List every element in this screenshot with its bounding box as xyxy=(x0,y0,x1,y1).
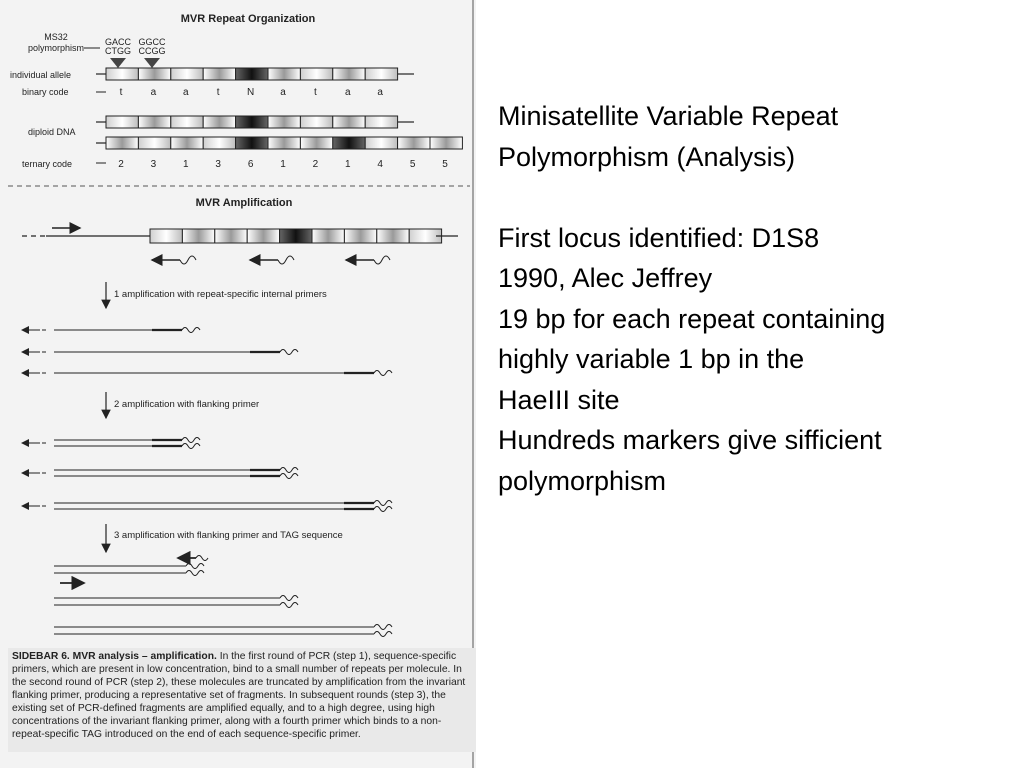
diploid-allele-2 xyxy=(106,137,462,149)
repeat-unit xyxy=(268,68,300,80)
internal-primer-arrows xyxy=(152,256,390,264)
ternary-code-value: 1 xyxy=(183,159,189,170)
repeat-unit xyxy=(171,68,203,80)
repeat-unit xyxy=(106,68,138,80)
note-line-polymorphism: polymorphism xyxy=(498,465,667,496)
ternary-code-value: 4 xyxy=(377,159,383,170)
site1-marker-icon xyxy=(110,58,126,68)
ternary-code-value: 6 xyxy=(247,159,254,170)
repeat-unit xyxy=(365,116,397,128)
repeat-unit xyxy=(106,116,138,128)
slide-notes xyxy=(498,96,1008,501)
slide-title-line1: Minisatellite Variable Repeat xyxy=(498,101,839,131)
repeat-unit xyxy=(300,137,332,149)
ternary-code-label: ternary code xyxy=(22,159,73,169)
binary-code-value: t xyxy=(314,87,317,98)
binary-code-value: a xyxy=(345,87,351,98)
repeat-unit xyxy=(333,68,365,80)
repeat-unit xyxy=(203,137,235,149)
repeat-unit xyxy=(312,229,344,243)
repeat-unit xyxy=(138,116,170,128)
caption-body: In the first round of PCR (step 1), sequence-specific primers, which are present in low concentration, bind to a small number of repeats per molecule. In the second round of PCR (step 2), these molecules are truncated by amplification from the invariant flanking primer, producing a representative set of fragments. In subsequent rounds (step 3), the existing set of PCR-defined fragments are amplified equally, and to a high degree, using high concentrations of the invariant flanking primer, along with a fourth primer which binds to a non-repeat-specific TAG introduced on the end of each sequence-specific primer. xyxy=(12,651,466,740)
note-line-year: 1990, Alec Jeffrey xyxy=(498,263,713,293)
repeat-unit xyxy=(171,137,203,149)
repeat-unit xyxy=(268,116,300,128)
step2-products xyxy=(22,438,392,512)
ternary-code-value: 2 xyxy=(118,159,124,170)
ms32-label-line1: MS32 xyxy=(44,32,68,42)
repeat-unit xyxy=(247,229,279,243)
repeat-unit xyxy=(365,137,397,149)
repeat-unit xyxy=(430,137,462,149)
repeat-unit xyxy=(138,137,170,149)
ternary-code-values xyxy=(118,159,448,170)
diploid-dna-label: diploid DNA xyxy=(28,127,76,137)
step3-label: 3 amplification with flanking primer and TAG sequence xyxy=(114,530,343,541)
ms32-label-line2: polymorphism xyxy=(27,43,85,53)
section-title-organization: MVR Repeat Organization xyxy=(180,13,316,25)
repeat-unit xyxy=(150,229,182,243)
repeat-unit xyxy=(377,229,409,243)
note-line-variable: highly variable 1 bp in the xyxy=(498,344,805,374)
repeat-unit xyxy=(300,116,332,128)
repeat-unit xyxy=(236,116,268,128)
repeat-unit xyxy=(203,116,235,128)
individual-allele-repeats xyxy=(106,68,398,80)
site2-marker-icon xyxy=(144,58,160,68)
mvr-figure xyxy=(0,0,476,768)
binary-code-value: t xyxy=(119,87,123,98)
note-line-markers: Hundreds markers give sifficient xyxy=(498,425,882,455)
binary-code-label: binary code xyxy=(22,87,69,97)
repeat-unit xyxy=(203,68,235,80)
slide-title-line2: Polymorphism (Analysis) xyxy=(498,141,796,172)
repeat-unit xyxy=(171,116,203,128)
individual-allele-label: individual allele xyxy=(10,70,72,80)
step2-label: 2 amplification with flanking primer xyxy=(114,399,260,410)
repeat-unit xyxy=(138,68,170,80)
binary-code-value: t xyxy=(216,87,220,98)
ternary-code-value: 3 xyxy=(215,159,221,170)
ternary-code-value: 5 xyxy=(442,159,448,170)
repeat-unit xyxy=(106,137,138,149)
binary-code-value: a xyxy=(377,87,383,98)
binary-code-value: a xyxy=(280,87,286,98)
repeat-unit xyxy=(236,137,268,149)
ternary-code-value: 2 xyxy=(312,159,319,170)
repeat-unit xyxy=(236,68,268,80)
binary-code-value: N xyxy=(246,87,255,98)
repeat-unit xyxy=(333,137,365,149)
binary-code-value: a xyxy=(183,87,189,98)
repeat-unit xyxy=(344,229,376,243)
section-title-amplification: MVR Amplification xyxy=(195,197,293,209)
site2-bottom: CCGG xyxy=(138,46,166,56)
binary-code-value: a xyxy=(150,87,157,98)
note-line-site: HaeIII site xyxy=(498,384,620,415)
repeat-unit xyxy=(182,229,214,243)
site1-top: GACC xyxy=(104,37,132,47)
caption-heading: SIDEBAR 6. MVR analysis – amplification. xyxy=(12,651,217,662)
note-line-locus: First locus identified: D1S8 xyxy=(498,222,820,253)
diploid-allele-1 xyxy=(106,116,398,128)
repeat-unit xyxy=(268,137,300,149)
amplification-template-repeats xyxy=(150,229,442,243)
repeat-unit xyxy=(365,68,397,80)
repeat-unit xyxy=(398,137,430,149)
site2-top: GGCC xyxy=(138,37,166,47)
figure-caption xyxy=(8,648,476,752)
step1-products xyxy=(22,328,392,376)
repeat-unit xyxy=(280,229,312,243)
step1-label: 1 amplification with repeat-specific internal primers xyxy=(114,289,327,300)
repeat-unit xyxy=(215,229,247,243)
ternary-code-value: 3 xyxy=(150,159,157,170)
step3-products xyxy=(54,556,392,637)
ternary-code-value: 1 xyxy=(280,159,286,170)
site1-bottom: CTGG xyxy=(105,46,131,56)
repeat-unit xyxy=(333,116,365,128)
note-line-repeat: 19 bp for each repeat containing xyxy=(498,303,886,334)
spacer xyxy=(498,177,1008,218)
repeat-unit xyxy=(300,68,332,80)
ternary-code-value: 1 xyxy=(345,159,351,170)
binary-code-values xyxy=(120,87,384,98)
ternary-code-value: 5 xyxy=(409,159,416,170)
